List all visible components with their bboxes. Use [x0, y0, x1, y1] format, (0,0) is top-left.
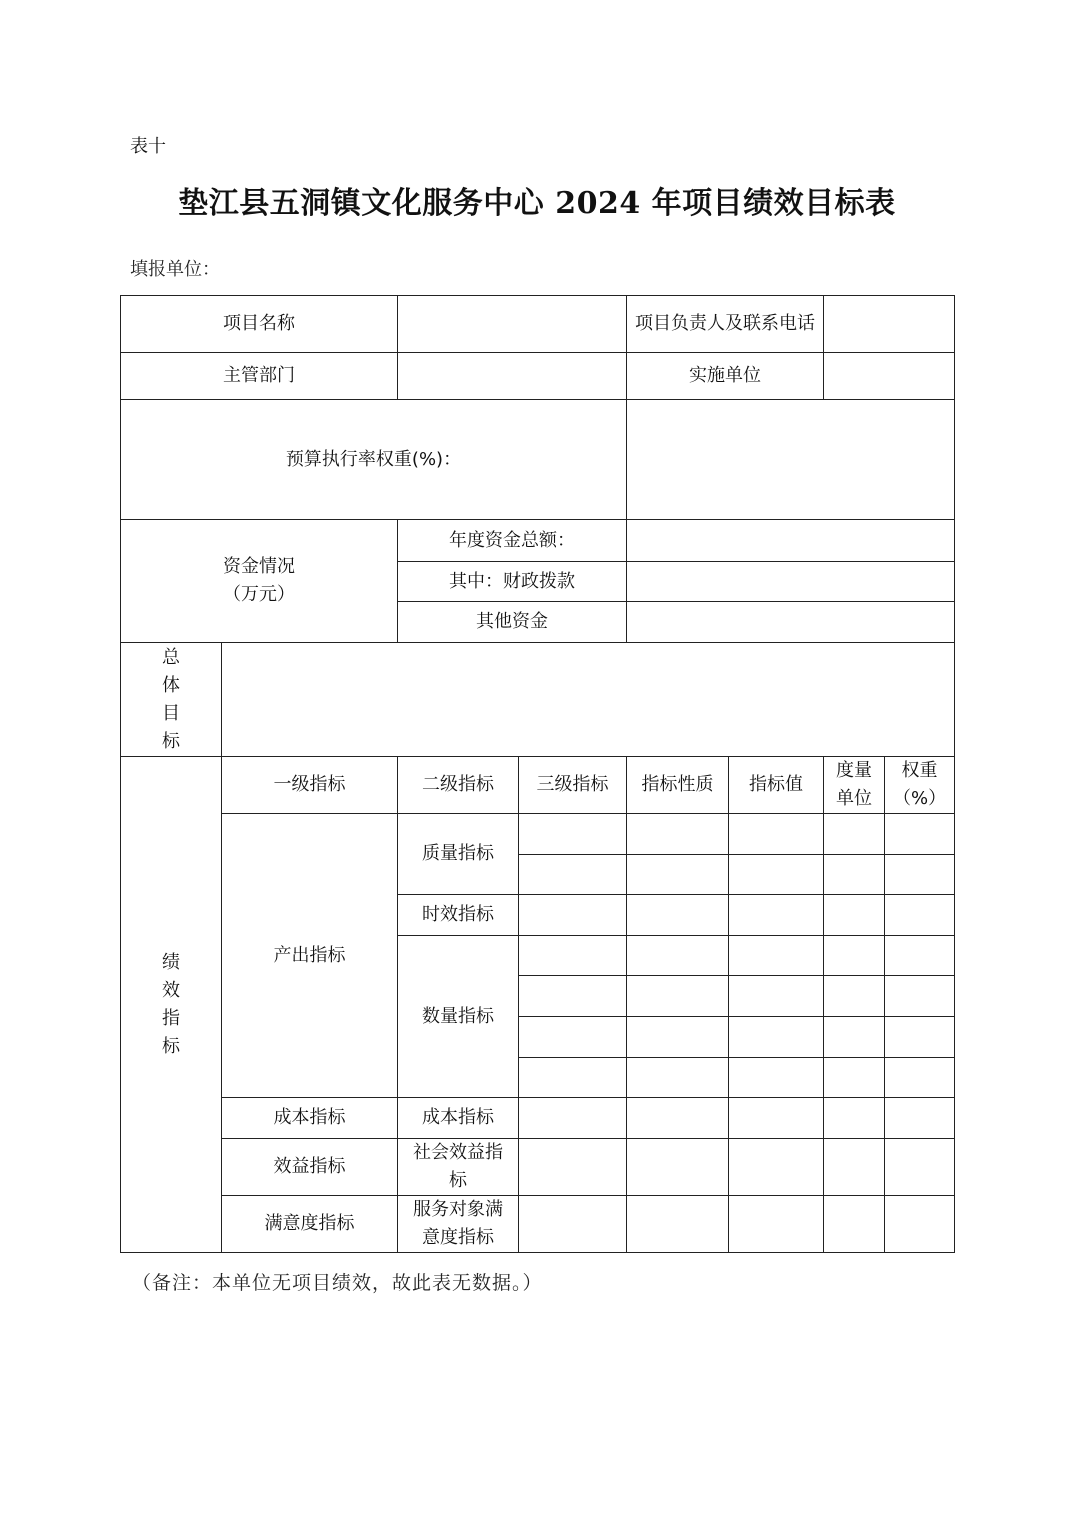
satisfaction-indicator-l1: 满意度指标	[222, 1196, 398, 1253]
benefit-indicator-l2: 社会效益指标	[398, 1139, 519, 1196]
cell-value[interactable]	[729, 814, 824, 855]
cell-value[interactable]	[729, 1058, 824, 1098]
filling-unit-label: 填报单位：	[130, 259, 220, 280]
cell-value[interactable]	[729, 855, 824, 895]
cell-nature[interactable]	[627, 1017, 729, 1058]
cell-weight[interactable]	[885, 1196, 955, 1253]
benefit-indicator-l1: 效益指标	[222, 1139, 398, 1196]
cell-nature[interactable]	[627, 936, 729, 976]
cell-nature[interactable]	[627, 1196, 729, 1253]
cell-weight[interactable]	[885, 1058, 955, 1098]
cell-weight[interactable]	[885, 976, 955, 1017]
cell-nature[interactable]	[627, 976, 729, 1017]
project-name-value[interactable]	[398, 296, 627, 353]
cell-nature[interactable]	[627, 1139, 729, 1196]
cell-unit[interactable]	[824, 1196, 885, 1253]
overall-goal-label: 总体目标	[121, 643, 222, 757]
cost-indicator-l1: 成本指标	[222, 1098, 398, 1139]
cell-level3[interactable]	[519, 1017, 627, 1058]
timeliness-indicator-label: 时效指标	[398, 895, 519, 936]
cost-indicator-l2: 成本指标	[398, 1098, 519, 1139]
cell-value[interactable]	[729, 895, 824, 936]
cell-level3[interactable]	[519, 895, 627, 936]
cell-level3[interactable]	[519, 855, 627, 895]
header-unit: 度量单位	[824, 757, 885, 814]
cell-value[interactable]	[729, 936, 824, 976]
cell-level3[interactable]	[519, 936, 627, 976]
cell-unit[interactable]	[824, 814, 885, 855]
fiscal-value[interactable]	[627, 562, 955, 602]
cell-value[interactable]	[729, 1139, 824, 1196]
cell-unit[interactable]	[824, 1139, 885, 1196]
header-value: 指标值	[729, 757, 824, 814]
quantity-indicator-label: 数量指标	[398, 936, 519, 1098]
funds-label-line1: 资金情况	[223, 556, 295, 577]
impl-unit-label: 实施单位	[627, 353, 824, 400]
table-row	[121, 814, 955, 855]
table-row	[121, 1139, 955, 1196]
page-title: 垫江县五洞镇文化服务中心 2024 年项目绩效目标表	[178, 186, 896, 221]
cell-unit[interactable]	[824, 936, 885, 976]
cell-weight[interactable]	[885, 1139, 955, 1196]
funds-label-line2: （万元）	[223, 584, 295, 605]
cell-unit[interactable]	[824, 855, 885, 895]
cell-level3[interactable]	[519, 1196, 627, 1253]
cell-level3[interactable]	[519, 1058, 627, 1098]
cell-value[interactable]	[729, 1196, 824, 1253]
quality-indicator-label: 质量指标	[398, 814, 519, 895]
satisfaction-indicator-l2: 服务对象满意度指标	[398, 1196, 519, 1253]
cell-level3[interactable]	[519, 1098, 627, 1139]
budget-rate-value[interactable]	[627, 400, 955, 520]
cell-nature[interactable]	[627, 855, 729, 895]
header-level1: 一级指标	[222, 757, 398, 814]
cell-weight[interactable]	[885, 936, 955, 976]
header-level3: 三级指标	[519, 757, 627, 814]
annual-total-label: 年度资金总额：	[398, 520, 627, 562]
header-weight: 权重 （%）	[885, 757, 955, 814]
cell-nature[interactable]	[627, 814, 729, 855]
cell-level3[interactable]	[519, 1139, 627, 1196]
other-funds-label: 其他资金	[398, 602, 627, 643]
cell-unit[interactable]	[824, 895, 885, 936]
header-nature: 指标性质	[627, 757, 729, 814]
cell-weight[interactable]	[885, 855, 955, 895]
output-indicator-label: 产出指标	[222, 814, 398, 1098]
dept-label: 主管部门	[121, 353, 398, 400]
cell-weight[interactable]	[885, 1017, 955, 1058]
cell-unit[interactable]	[824, 1058, 885, 1098]
annual-total-value[interactable]	[627, 520, 955, 562]
cell-weight[interactable]	[885, 814, 955, 855]
table-row	[121, 1196, 955, 1253]
cell-value[interactable]	[729, 1098, 824, 1139]
cell-value[interactable]	[729, 976, 824, 1017]
table-row	[121, 1098, 955, 1139]
fiscal-label: 其中：财政拨款	[398, 562, 627, 602]
dept-value[interactable]	[398, 353, 627, 400]
other-funds-value[interactable]	[627, 602, 955, 643]
impl-unit-value[interactable]	[824, 353, 955, 400]
leader-contact-value[interactable]	[824, 296, 955, 353]
cell-value[interactable]	[729, 1017, 824, 1058]
cell-weight[interactable]	[885, 895, 955, 936]
overall-goal-value[interactable]	[222, 643, 955, 757]
budget-rate-label: 预算执行率权重(%)：	[121, 400, 627, 520]
cell-unit[interactable]	[824, 1017, 885, 1058]
cell-weight[interactable]	[885, 1098, 955, 1139]
project-name-label: 项目名称	[121, 296, 398, 353]
funds-label	[121, 520, 398, 643]
cell-level3[interactable]	[519, 814, 627, 855]
performance-target-table	[120, 295, 955, 1253]
cell-level3[interactable]	[519, 976, 627, 1017]
cell-unit[interactable]	[824, 976, 885, 1017]
header-level2: 二级指标	[398, 757, 519, 814]
cell-nature[interactable]	[627, 1058, 729, 1098]
cell-unit[interactable]	[824, 1098, 885, 1139]
cell-nature[interactable]	[627, 895, 729, 936]
performance-indicator-label: 绩效指标	[121, 757, 222, 1253]
table-number: 表十	[130, 136, 166, 157]
cell-nature[interactable]	[627, 1098, 729, 1139]
remark-note: （备注：本单位无项目绩效，故此表无数据。）	[132, 1272, 543, 1294]
leader-contact-label: 项目负责人及联系电话	[627, 296, 824, 353]
